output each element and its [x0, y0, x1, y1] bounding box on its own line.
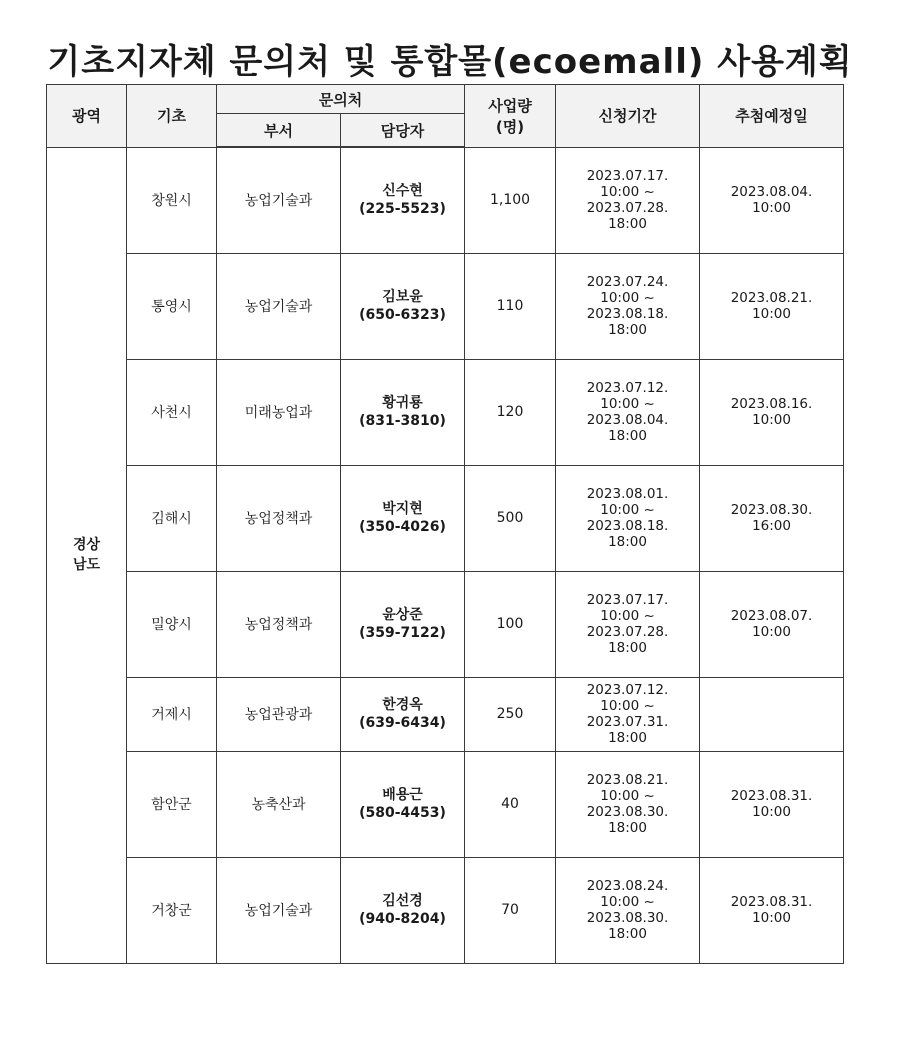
- period-cell: 2023.07.17. 10:00 ~ 2023.07.28. 18:00: [556, 147, 700, 253]
- header-quantity: [465, 85, 556, 148]
- period-cell: 2023.07.12. 10:00 ~ 2023.08.04. 18:00: [556, 359, 700, 465]
- quantity-cell: 250: [465, 677, 556, 751]
- header-period: 신청기간: [556, 85, 700, 148]
- department-cell: 농업정책과: [217, 571, 341, 677]
- department-cell: 농업기술과: [217, 147, 341, 253]
- quantity-cell: 100: [465, 571, 556, 677]
- table-row: [47, 751, 844, 857]
- period-cell: 2023.08.24. 10:00 ~ 2023.08.30. 18:00: [556, 857, 700, 963]
- city-cell: 거창군: [127, 857, 217, 963]
- person-cell: 배용근 (580-4453): [341, 751, 465, 857]
- city-cell: 밀양시: [127, 571, 217, 677]
- quantity-cell: 120: [465, 359, 556, 465]
- contact-plan-table: [46, 84, 844, 964]
- table-row: [47, 571, 844, 677]
- department-cell: 농업기술과: [217, 857, 341, 963]
- department-cell: 미래농업과: [217, 359, 341, 465]
- city-cell: 김해시: [127, 465, 217, 571]
- person-cell: 신수현 (225-5523): [341, 147, 465, 253]
- lottery-cell: 2023.08.07. 10:00: [700, 571, 844, 677]
- lottery-cell: 2023.08.30. 16:00: [700, 465, 844, 571]
- lottery-cell: 2023.08.16. 10:00: [700, 359, 844, 465]
- period-cell: 2023.07.17. 10:00 ~ 2023.07.28. 18:00: [556, 571, 700, 677]
- period-cell: 2023.08.01. 10:00 ~ 2023.08.18. 18:00: [556, 465, 700, 571]
- table-row: [47, 147, 844, 253]
- quantity-cell: 70: [465, 857, 556, 963]
- city-cell: 창원시: [127, 147, 217, 253]
- quantity-cell: 40: [465, 751, 556, 857]
- person-cell: 윤상준 (359-7122): [341, 571, 465, 677]
- header-person: 담당자: [341, 114, 465, 148]
- quantity-cell: 110: [465, 253, 556, 359]
- city-cell: 사천시: [127, 359, 217, 465]
- period-cell: 2023.07.24. 10:00 ~ 2023.08.18. 18:00: [556, 253, 700, 359]
- lottery-cell: 2023.08.21. 10:00: [700, 253, 844, 359]
- quantity-cell: 500: [465, 465, 556, 571]
- quantity-cell: 1,100: [465, 147, 556, 253]
- department-cell: 농업기술과: [217, 253, 341, 359]
- region-cell: 경상 남도: [47, 147, 127, 963]
- department-cell: 농축산과: [217, 751, 341, 857]
- person-cell: 김선경 (940-8204): [341, 857, 465, 963]
- person-cell: 박지현 (350-4026): [341, 465, 465, 571]
- table-row: [47, 359, 844, 465]
- table-row: [47, 677, 844, 751]
- lottery-cell: [700, 677, 844, 751]
- city-cell: 통영시: [127, 253, 217, 359]
- header-city: 기초: [127, 85, 217, 148]
- table-row: [47, 253, 844, 359]
- header-department: 부서: [217, 114, 341, 148]
- table-row: [47, 857, 844, 963]
- lottery-cell: 2023.08.31. 10:00: [700, 751, 844, 857]
- header-quantity-line2: (명): [495, 117, 525, 136]
- header-quantity-line1: 사업량: [488, 96, 532, 115]
- city-cell: 함안군: [127, 751, 217, 857]
- department-cell: 농업정책과: [217, 465, 341, 571]
- table-row: [47, 465, 844, 571]
- header-region: 광역: [47, 85, 127, 148]
- period-cell: 2023.08.21. 10:00 ~ 2023.08.30. 18:00: [556, 751, 700, 857]
- header-lottery: 추첨예정일: [700, 85, 844, 148]
- header-contact-group: 문의처: [217, 85, 465, 114]
- lottery-cell: 2023.08.31. 10:00: [700, 857, 844, 963]
- person-cell: 김보윤 (650-6323): [341, 253, 465, 359]
- city-cell: 거제시: [127, 677, 217, 751]
- department-cell: 농업관광과: [217, 677, 341, 751]
- person-cell: 황귀룡 (831-3810): [341, 359, 465, 465]
- page-title: 기초지자체 문의처 및 통합몰(ecoemall) 사용계획: [47, 42, 853, 82]
- person-cell: 한경옥 (639-6434): [341, 677, 465, 751]
- lottery-cell: 2023.08.04. 10:00: [700, 147, 844, 253]
- period-cell: 2023.07.12. 10:00 ~ 2023.07.31. 18:00: [556, 677, 700, 751]
